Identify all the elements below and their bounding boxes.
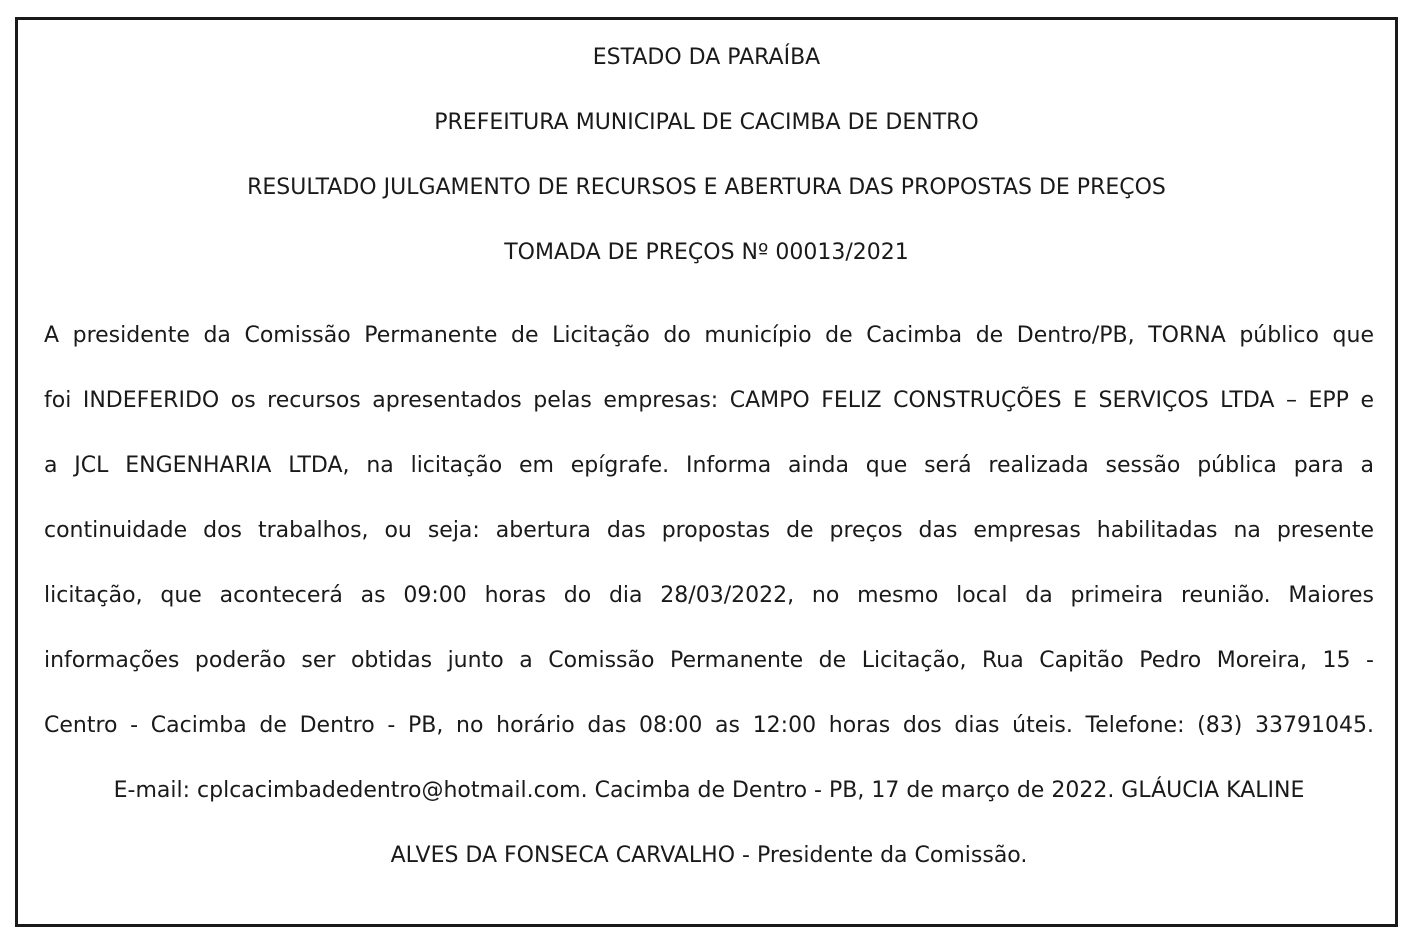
notice-frame bbox=[15, 17, 1398, 927]
body-line: informações poderão ser obtidas junto a Comissão Permanente de Licitação, Rua Capitão Pedro Moreira, 15 - bbox=[44, 648, 1374, 673]
signature-line: ALVES DA FONSECA CARVALHO - Presidente da Comissão. bbox=[390, 843, 1028, 868]
body-line: A presidente da Comissão Permanente de Licitação do município de Cacimba de Dentro/PB, TORNA público que bbox=[44, 323, 1374, 348]
body-line: E-mail: cplcacimbadedentro@hotmail.com. Cacimba de Dentro - PB, 17 de março de 2022. GLÁUCIA KALINE bbox=[113, 778, 1305, 803]
body-line: continuidade dos trabalhos, ou seja: abertura das propostas de preços das empresas habilitadas na presente bbox=[44, 518, 1374, 543]
body-line: Centro - Cacimba de Dentro - PB, no horário das 08:00 as 12:00 horas dos dias úteis. Telefone: (83) 33791045. bbox=[44, 713, 1374, 738]
city-hall-heading: PREFEITURA MUNICIPAL DE CACIMBA DE DENTRO bbox=[434, 110, 979, 135]
notice-body bbox=[44, 303, 1374, 888]
process-heading: TOMADA DE PREÇOS Nº 00013/2021 bbox=[504, 240, 909, 265]
state-heading: ESTADO DA PARAÍBA bbox=[592, 45, 821, 70]
body-line: a JCL ENGENHARIA LTDA, na licitação em epígrafe. Informa ainda que será realizada sessão pública para a bbox=[44, 453, 1374, 478]
body-line: licitação, que acontecerá as 09:00 horas do dia 28/03/2022, no mesmo local da primeira reunião. Maiores bbox=[44, 583, 1374, 608]
subject-heading: RESULTADO JULGAMENTO DE RECURSOS E ABERTURA DAS PROPOSTAS DE PREÇOS bbox=[247, 175, 1166, 200]
body-line: foi INDEFERIDO os recursos apresentados pelas empresas: CAMPO FELIZ CONSTRUÇÕES E SERVIÇOS LTDA – EPP e bbox=[44, 388, 1374, 413]
